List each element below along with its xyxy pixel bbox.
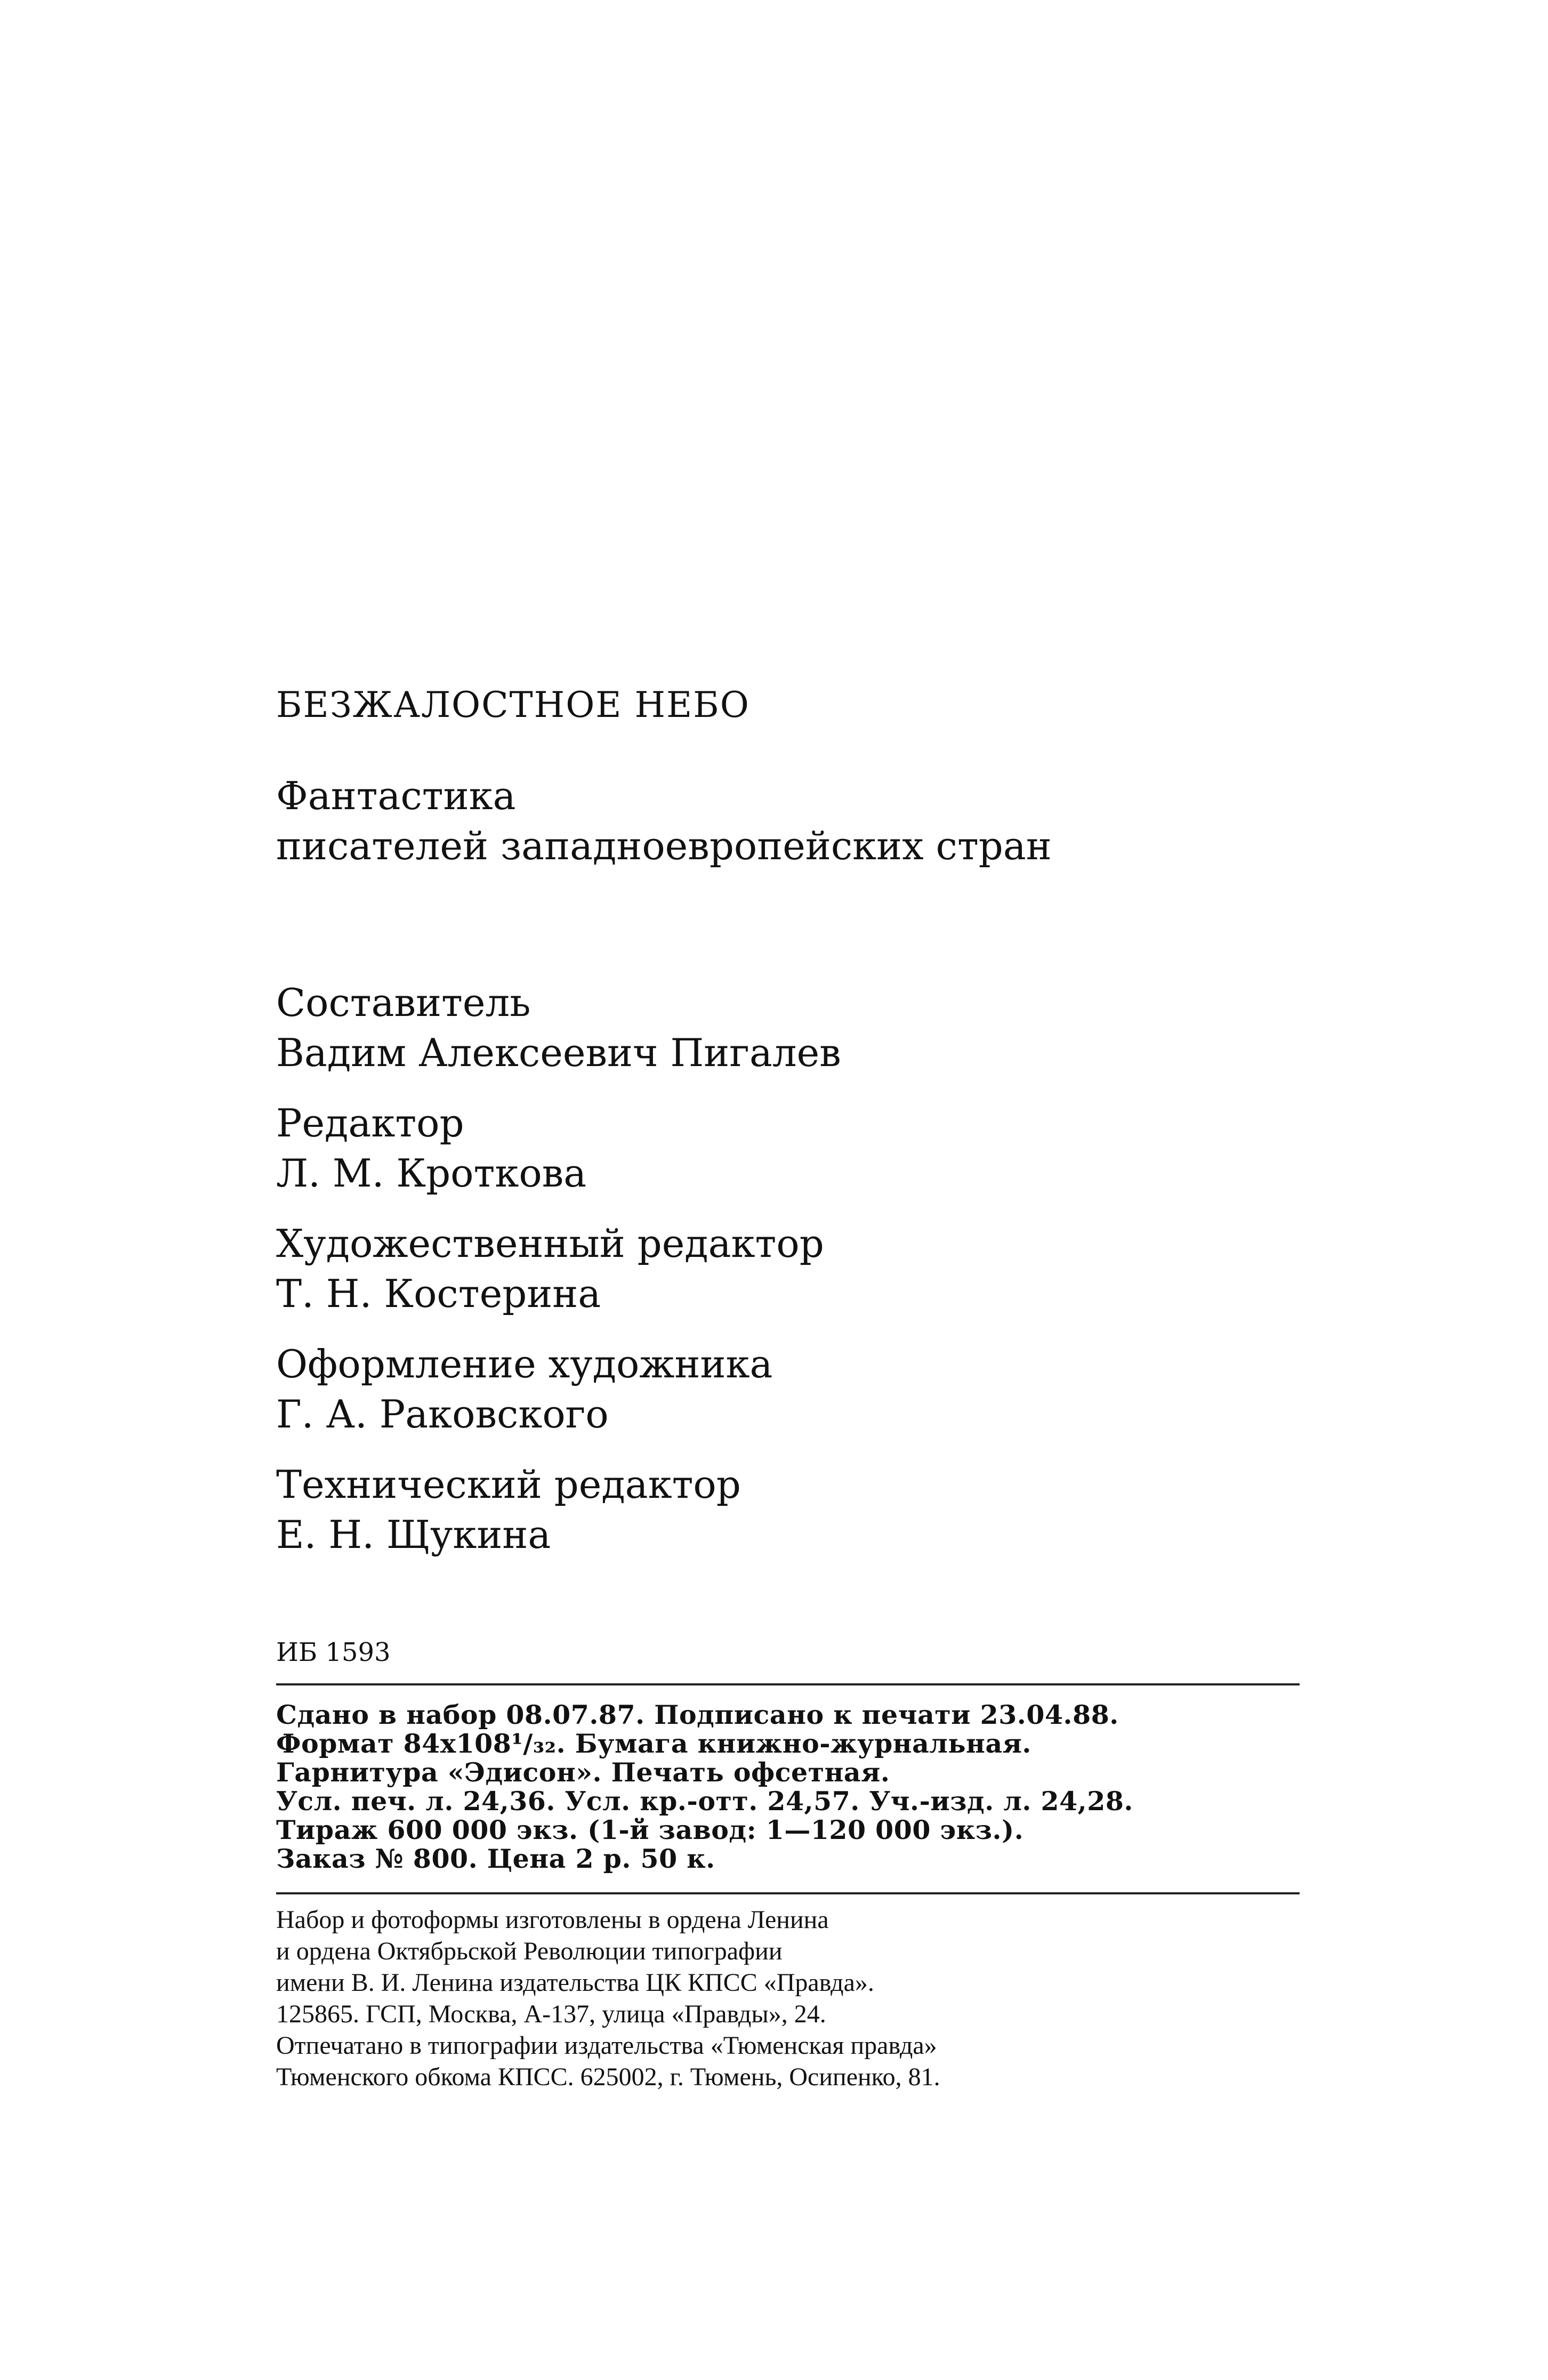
subtitle-line: Фантастика [276, 773, 516, 818]
imprint-block [276, 1700, 1300, 1873]
credits-list [276, 978, 1300, 1560]
printer-line: Отпечатано в типографии издательства «Тюменская правда» [276, 2031, 937, 2060]
printer-info [276, 1904, 1300, 2093]
ib-number: ИБ 1593 [276, 1637, 391, 1667]
imprint-line: Заказ № 800. Цена 2 р. 50 к. [276, 1843, 715, 1874]
divider [276, 1892, 1300, 1894]
credit-name: Л. М. Кроткова [276, 1151, 587, 1196]
credit-art-editor [276, 1219, 1300, 1319]
imprint-line: Гарнитура «Эдисон». Печать офсетная. [276, 1757, 890, 1788]
credit-role: Оформление художника [276, 1342, 773, 1386]
divider [276, 1683, 1300, 1685]
printer-line: 125865. ГСП, Москва, А-137, улица «Правды», 24. [276, 2000, 826, 2028]
credit-editor [276, 1098, 1300, 1198]
subtitle [276, 771, 1300, 871]
imprint-line: Усл. печ. л. 24,36. Усл. кр.-отт. 24,57. Уч.-изд. л. 24,28. [276, 1786, 1133, 1817]
imprint-line: Формат 84x108¹/₃₂. Бумага книжно-журнальная. [276, 1728, 1031, 1759]
colophon-page [276, 684, 1300, 2093]
printer-line: Тюменского обкома КПСС. 625002, г. Тюмень, Осипенко, 81. [276, 2063, 940, 2091]
book-title: БЕЗЖАЛОСТНОЕ НЕБО [276, 684, 750, 725]
credit-name: Е. Н. Щукина [276, 1512, 551, 1557]
credit-role: Составитель [276, 980, 531, 1025]
printer-line: и ордена Октябрьской Революции типографии [276, 1937, 783, 1965]
credit-design [276, 1339, 1300, 1439]
credit-technical-editor [276, 1459, 1300, 1560]
subtitle-line: писателей западноевропейских стран [276, 824, 1052, 868]
imprint-line: Сдано в набор 08.07.87. Подписано к печати 23.04.88. [276, 1699, 1119, 1730]
credit-compiler [276, 978, 1300, 1078]
credit-name: Т. Н. Костерина [276, 1271, 601, 1316]
credit-role: Редактор [276, 1101, 464, 1145]
imprint-line: Тираж 600 000 экз. (1-й завод: 1—120 000 экз.). [276, 1814, 1024, 1845]
credit-role: Технический редактор [276, 1462, 741, 1507]
printer-line: Набор и фотоформы изготовлены в ордена Ленина [276, 1906, 829, 1934]
printer-line: имени В. И. Ленина издательства ЦК КПСС «Правда». [276, 1968, 874, 1997]
credit-role: Художественный редактор [276, 1221, 824, 1266]
credit-name: Вадим Алексеевич Пигалев [276, 1030, 841, 1075]
credit-name: Г. А. Раковского [276, 1392, 609, 1437]
